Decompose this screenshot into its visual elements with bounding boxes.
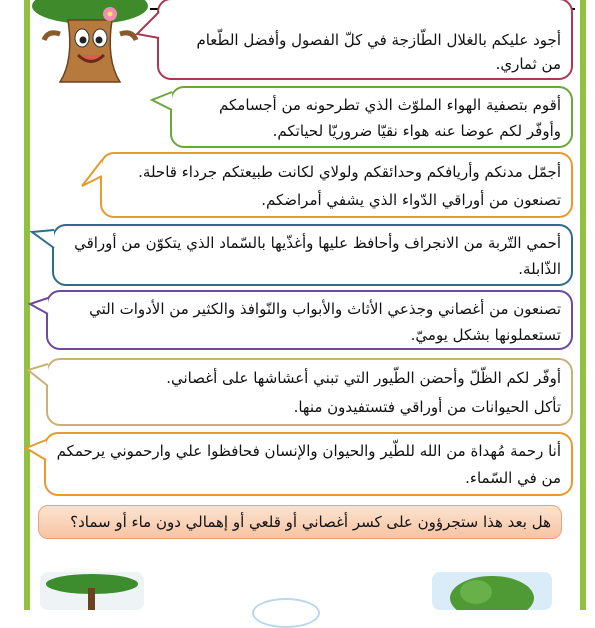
bubble-text-line: من في السّماء. (465, 469, 561, 487)
closing-question: هل بعد هذا ستجرؤون على كسر أغصاني أو قلعي أو إهمالي دون ماء أو سماد؟ (38, 505, 562, 539)
speech-bubble-1 (157, 0, 573, 80)
bubble-text-line: أجمّل مدنكم وأريافكم وحدائقكم ولولاي لكانت طبيعتكم جرداء قاحلة. (138, 163, 561, 181)
speech-bubble-6 (46, 358, 573, 426)
speech-bubble-7 (44, 432, 573, 496)
bubble-tail-1 (135, 8, 161, 44)
bubble-text-line: وأوفّر لكم عوضا عنه هواء نقيّا ضروريّا لحياتكم. (272, 122, 561, 140)
decorative-circle (252, 598, 320, 628)
tree-thumbnail-left (40, 572, 144, 610)
speech-bubble-3 (100, 152, 573, 218)
bubble-tail-5 (28, 296, 50, 320)
bubble-text-line: من ثماري. (495, 55, 561, 73)
bubble-text-line: أوفّر لكم الظّلّ وأحضن الطّيور التي تبني أعشاشها على أغصاني. (166, 369, 561, 387)
bubble-text-line: أجود عليكم بالغلال الطّازجة في كلّ الفصول وأفضل الطّعام (196, 31, 561, 49)
bubble-text-line: تصنعون من أغصاني وجذعي الأثاث والأبواب والنّوافذ والكثير من الأدوات التي (89, 300, 561, 318)
speech-bubble-4 (52, 224, 573, 286)
speech-bubble-2 (170, 86, 573, 148)
bubble-tail-3 (80, 156, 104, 188)
bubble-tail-4 (30, 226, 56, 256)
speech-bubble-5 (46, 290, 573, 350)
bubble-text-line: تصنعون من أوراقي الدّواء الذي يشفي أمراضكم. (261, 191, 561, 209)
bubble-tail-7 (24, 436, 48, 466)
right-border-rail (580, 0, 586, 610)
leafy-tree-icon (432, 572, 552, 610)
bubble-text-line: تأكل الحيوانات من أوراقي فتستفيدون منها. (293, 398, 561, 416)
bubble-text-line: تستعملونها بشكل يوميّ. (410, 326, 561, 344)
bubble-text-line: الذّابلة. (518, 260, 561, 278)
acacia-tree-icon (40, 572, 144, 610)
bubble-text-line: أقوم بتصفية الهواء الملوّث الذي تطرحونه من أجسامكم (219, 96, 561, 114)
tree-mascot-icon (30, 0, 150, 86)
tree-thumbnail-right (432, 572, 552, 610)
bubble-tail-2 (150, 88, 174, 116)
bubble-tail-6 (26, 360, 50, 390)
bubble-text-line: أحمي التّربة من الانجراف وأحافظ عليها وأغذّيها بالسّماد الذي يتكوّن من أوراقي (74, 234, 561, 252)
bubble-text-line: أنا رحمة مُهداة من الله للطّير والحيوان والإنسان فحافظوا علي وارحموني يرحمكم (56, 442, 561, 460)
